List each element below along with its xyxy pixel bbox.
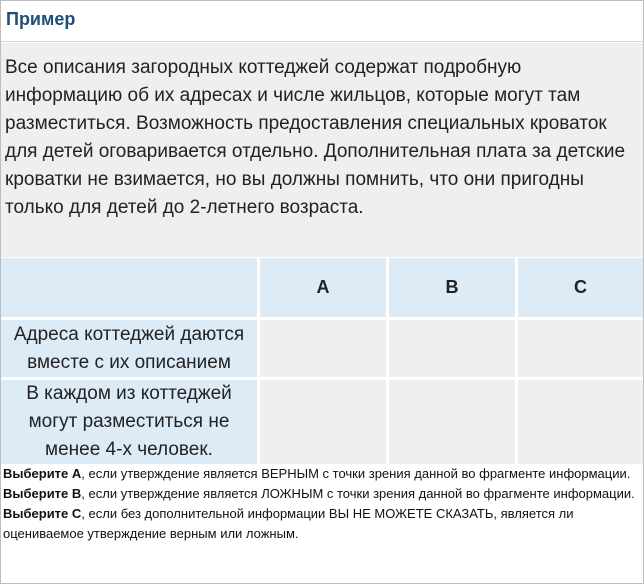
statement-text-1: Адреса коттеджей даются вместе с их описанием xyxy=(13,323,245,373)
instruction-a-text: , если утверждение является ВЕРНЫМ с точки зрения данной во фрагменте информации. xyxy=(81,466,631,481)
answer-cell-1-a[interactable] xyxy=(260,320,386,377)
instruction-a xyxy=(3,464,641,484)
statement-text-2: В каждом из коттеджей могут разместиться не менее 4-х человек. xyxy=(26,383,232,460)
header-empty-cell xyxy=(1,258,257,317)
answer-cell-2-a[interactable] xyxy=(260,380,386,464)
instruction-c xyxy=(3,504,641,544)
passage-box xyxy=(1,43,643,257)
instructions xyxy=(3,464,641,544)
answer-cell-1-b[interactable] xyxy=(389,320,515,377)
statement-cell-1 xyxy=(1,320,257,377)
header-cell-b xyxy=(389,258,515,317)
instruction-c-text: , если без дополнительной информации ВЫ НЕ МОЖЕТЕ СКАЗАТЬ, является ли оцениваемое утверждение верным или ложным. xyxy=(3,506,574,541)
header-cell-a xyxy=(260,258,386,317)
answer-cell-2-b[interactable] xyxy=(389,380,515,464)
column-label-b: B xyxy=(445,277,459,297)
column-label-c: C xyxy=(574,277,587,297)
column-label-a: A xyxy=(316,277,330,297)
instruction-b xyxy=(3,484,641,504)
header-cell-c xyxy=(518,258,643,317)
instruction-b-text: , если утверждение является ЛОЖНЫМ с точки зрения данной во фрагменте информации. xyxy=(81,486,635,501)
instruction-c-label: Выберите C xyxy=(3,506,82,521)
passage-text: Все описания загородных коттеджей содержат подробную информацию об их адресах и числе жильцов, которые могут там разместиться. Возможность предоставления специальных кроваток для детей оговаривается отдельно. Дополнительная плата за детские кроватки не взимается, но вы должны помнить, что они пригодны только для детей до 2-летнего возраста. xyxy=(5,57,626,218)
instruction-a-label: Выберите A xyxy=(3,466,82,481)
answer-cell-1-c[interactable] xyxy=(518,320,643,377)
answer-cell-2-c[interactable] xyxy=(518,380,643,464)
page-title: Пример xyxy=(6,9,76,29)
answer-table xyxy=(1,258,643,464)
statement-cell-2 xyxy=(1,380,257,464)
instruction-b-label: Выберите B xyxy=(3,486,82,501)
title-bar xyxy=(1,1,643,42)
